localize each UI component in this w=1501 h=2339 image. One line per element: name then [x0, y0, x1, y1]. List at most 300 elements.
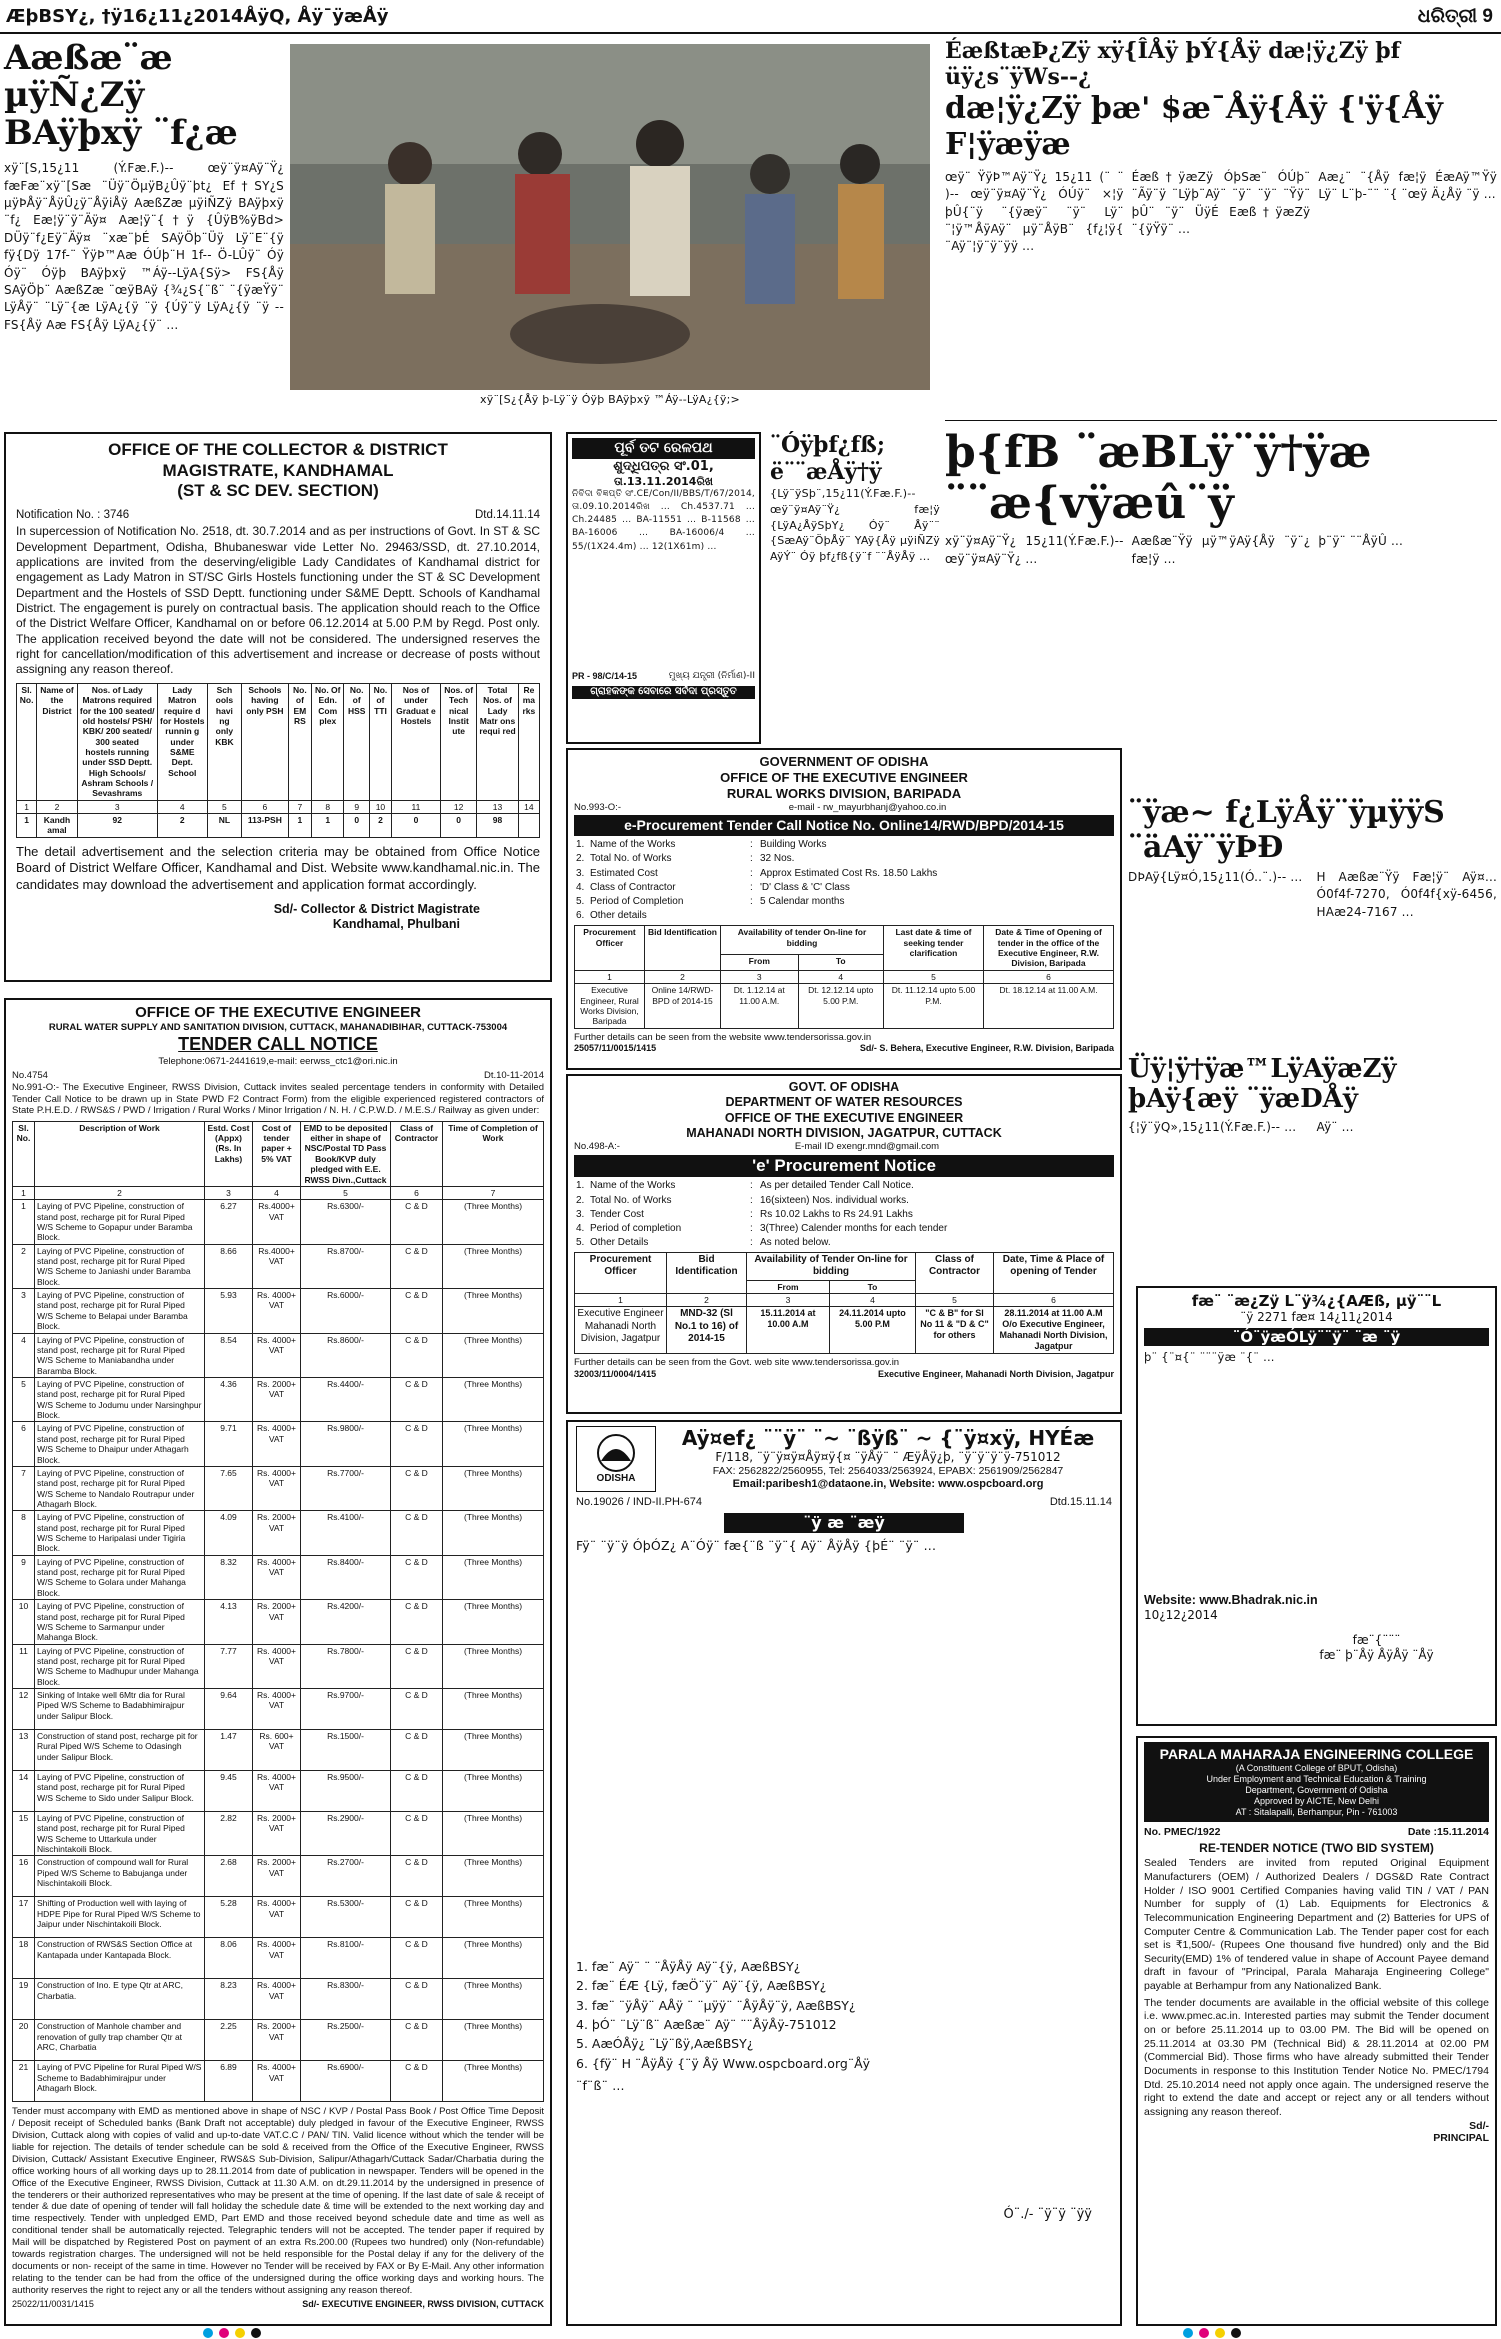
td: Dt. 12.12.14 upto 5.00 P.M. [798, 984, 883, 1028]
td: : [750, 895, 753, 907]
td: 14 [13, 1771, 35, 1812]
rw-table [574, 925, 1114, 1028]
th: Schools having only PSH [242, 683, 289, 800]
ospc-logo [576, 1426, 656, 1492]
td: C & D [391, 1511, 443, 1555]
magenta-mark-icon [1199, 2328, 1209, 2338]
td: C & D [391, 1600, 443, 1644]
td: Tender Cost [590, 1208, 644, 1220]
divider [945, 420, 1497, 421]
td: C & D [391, 2061, 443, 2102]
td: 3 [721, 970, 799, 983]
td: Rs. 4000+ VAT [253, 2061, 301, 2102]
bhadrak-website: Website: www.Bhadrak.nic.in [1144, 1593, 1318, 1608]
th: Bid Identification [645, 926, 721, 970]
bhadrak-date: 10¿12¿2014 [1144, 1608, 1218, 1623]
th: Procurement Officer [575, 926, 645, 970]
td: 6 [984, 970, 1114, 983]
td: Rs. 4000+ VAT [253, 1466, 301, 1510]
td: Rs.4400/- [301, 1377, 391, 1421]
td: As noted below. [760, 1237, 831, 1249]
td: 16 [13, 1856, 35, 1897]
th: Sl. No. [13, 1121, 35, 1186]
table-row [13, 2020, 544, 2061]
story-right-col9: {¦ÿ¨ÿQ»,15¿11(Ý.Fæ.F.)-- ... [1128, 1119, 1297, 1134]
td: 4.09 [205, 1511, 253, 1555]
td: 0 [344, 814, 370, 838]
th: Nos of under Graduat e Hostels [391, 683, 440, 800]
td: Construction of compound wall for Rural Piped W/S Scheme to Babujanga under Nischintakoili Block. [35, 1856, 205, 1897]
black-mark-icon [1231, 2328, 1241, 2338]
td: Construction of stand post, recharge pit for Rural Piped W/S Scheme to Odasingh under Salipur Block. [35, 1730, 205, 1771]
td: (Three Months) [443, 1897, 544, 1938]
td: Laying of PVC Pipeline, construction of stand post, recharge pit for Rural Piped W/S Scheme to Uttarkula under Nischintakoili Block. [35, 1812, 205, 1856]
parala-header [1144, 1742, 1489, 1822]
rw-item [574, 838, 1114, 852]
td: Rs. 2000+ VAT [253, 1856, 301, 1897]
td: 5 [884, 970, 984, 983]
td: 5. [576, 1237, 585, 1249]
td: 10 [370, 800, 392, 813]
notice-rwss [4, 998, 552, 2326]
td: 4.13 [205, 1600, 253, 1644]
td: "C & B" for Sl No 11 & "D & C" for others [916, 1307, 994, 1354]
td: 2 [645, 970, 721, 983]
td: Rs.8600/- [301, 1333, 391, 1377]
table-row [13, 1812, 544, 1856]
rwss-title-1: OFFICE OF THE EXECUTIVE ENGINEER [135, 1004, 421, 1021]
td: C & D [391, 1333, 443, 1377]
collector-title-2: MAGISTRATE, KANDHAMAL [162, 460, 394, 480]
td: Laying of PVC Pipeline, construction of stand post, recharge pit for Rural Piped W/S Scheme to Haripalasi under Tigiria Block. [35, 1511, 205, 1555]
td: Rs.6900/- [301, 2061, 391, 2102]
td: (Three Months) [443, 1289, 544, 1333]
bhadrak-sign-1: fæ¨{¨¨¨ [1352, 1633, 1401, 1648]
td: 6 [391, 1186, 443, 1199]
td: Name of the Works [590, 839, 676, 851]
ospc-sign: Ó¨./- ¨ÿ¨ÿ ¨ÿÿ [1003, 2207, 1092, 2223]
railway-foot: ଗ୍ରାହକଙ୍କ ସେବାରେ ସର୍ବଦା ପ୍ରସ୍ତୁତ [572, 686, 755, 698]
td: 4. [576, 881, 585, 893]
td: Rs.8700/- [301, 1244, 391, 1288]
td: Construction of RWS&S Section Office at Kantapada under Kantapada Block. [35, 1938, 205, 1979]
th: Date & Time of Opening of tender in the office of the Executive Engineer, R.W. Division, Baripada [984, 926, 1114, 970]
td: 15.11.2014 at 10.00 A.M [747, 1307, 830, 1354]
td: 24.11.2014 upto 5.00 P.M [829, 1307, 915, 1354]
rwss-ref: 25022/11/0031/1415 [12, 2299, 94, 2310]
collector-date: Dtd.14.11.14 [474, 509, 540, 522]
ospc-body: Fÿ¨ ¨ÿ¨ÿ ÓþÓZ¿ A¨Óÿ¨ fæ{¨ß ¨ÿ¨{ Aÿ¨ ÅÿÅÿ {þÉ¨ ¨ÿ¨ ... [576, 1537, 937, 1553]
td: Executive Engineer Mahanadi North Division, Jagatpur [575, 1307, 667, 1354]
td: Rs. 4000+ VAT [253, 1938, 301, 1979]
td: 5 Calendar months [760, 895, 845, 907]
td: 9.45 [205, 1771, 253, 1812]
td: (Three Months) [443, 2020, 544, 2061]
td: 6 [13, 1422, 35, 1466]
td: 2. [576, 853, 585, 865]
ospc-date: Dtd.15.11.14 [1049, 1496, 1112, 1508]
td: Rs. 600+ VAT [253, 1730, 301, 1771]
th: From [747, 1280, 830, 1293]
rw-title-1: GOVERNMENT OF ODISHA [759, 754, 929, 769]
td: 7 [443, 1186, 544, 1199]
parala-sub-4: Approved by AICTE, New Delhi [1253, 1795, 1380, 1806]
collector-table-header [17, 683, 540, 800]
td: 1 [288, 814, 312, 838]
wr-item [574, 1194, 1114, 1208]
list-item: 5. AæÓÅÿ¿ ¨Lÿ¨ßÿ,AæßBSY¿ [576, 2036, 754, 2052]
td: Rs 10.02 Lakhs to Rs 24.91 Lakhs [760, 1208, 913, 1220]
td: 1 [17, 814, 37, 838]
td: 6.27 [205, 1200, 253, 1244]
th: Nos. of Tech nical Instit ute [441, 683, 477, 800]
story-right-col7: DÞAÿ{Lÿ¤Ó,15¿11(Ó..¨.)-- ... [1128, 870, 1303, 884]
registration-marks-left [200, 2328, 340, 2338]
rw-item [574, 852, 1114, 866]
td: 1 [575, 970, 645, 983]
th: Cost of tender paper + 5% VAT [253, 1121, 301, 1186]
td: 18 [13, 1938, 35, 1979]
magenta-mark-icon [219, 2328, 229, 2338]
td: : [750, 1237, 753, 1249]
td: Laying of PVC Pipeline, construction of stand post, recharge pit for Rural Piped W/S Scheme to Jodumu under Narsinghpur Block. [35, 1377, 205, 1421]
ospc-address: F/118, ¨ÿ¨ÿ¤ÿ¤Åÿ¤ÿ{¤ ¨ÿÅÿ¨ ¨ ÆÿÅÿ¿þ, ¨ÿ¨ÿ¨ÿ¨ÿ-751012 [715, 1450, 1061, 1465]
th: Procurement Officer [575, 1253, 667, 1294]
th: Time of Completion of Work [443, 1121, 544, 1186]
parala-title: PARALA MAHARAJA ENGINEERING COLLEGE [1159, 1746, 1474, 1762]
collector-table-row [17, 814, 540, 838]
wr-table-head [575, 1253, 1114, 1280]
td: Kandh amal [37, 814, 78, 838]
notice-railway [566, 432, 761, 744]
ospc-title: Aÿ¤ef¿ ¨¨ÿ¨ ¨~ ¨ßÿß¨ ~ {¨ÿ¤xÿ, HYÉæ [681, 1426, 1095, 1450]
td: 2.25 [205, 2020, 253, 2061]
td: 8.66 [205, 1244, 253, 1288]
story-top-left [4, 40, 284, 420]
td: Rs.6300/- [301, 1200, 391, 1244]
story-right-col8: H Aæßæ¨Ÿÿ Fæ¦ÿ¨ Aÿ¤... Ó0f4f-7270, Ó0f4f{xÿ-6456, HAæ24-7167 ... [1316, 870, 1497, 919]
td: 9 [344, 800, 370, 813]
story-mid [770, 432, 940, 744]
black-mark-icon [251, 2328, 261, 2338]
story-right-headline-2: dæ¦ÿ¿Zÿ þæ' $æ¯Åÿ{Åÿ {'ÿ{Åÿ F¦ÿæÿæ [945, 90, 1443, 162]
td: (Three Months) [443, 1333, 544, 1377]
td: Rs. 4000+ VAT [253, 1555, 301, 1599]
td: C & D [391, 1689, 443, 1730]
table-row [13, 1244, 544, 1288]
rw-website: Further details can be seen from the website www.tendersorissa.gov.in [574, 1031, 872, 1043]
td: 4 [798, 970, 883, 983]
th: Availability of tender On-line for bidding [721, 926, 884, 954]
td: 5 [916, 1293, 994, 1306]
td: 8.32 [205, 1555, 253, 1599]
td: Shifting of Production well with laying of HDPE Pipe for Rural Piped W/S Scheme to Jaipur under Nischintakoili Block. [35, 1897, 205, 1938]
td: 5 [301, 1186, 391, 1199]
td: Rs. 4000+ VAT [253, 1333, 301, 1377]
td: Rs.5300/- [301, 1897, 391, 1938]
td: C & D [391, 1377, 443, 1421]
collector-title-1: OFFICE OF THE COLLECTOR & DISTRICT [108, 440, 448, 459]
td: 6. [576, 910, 585, 922]
td: 12 [441, 800, 477, 813]
page-label: ଧରିତ୍ରୀ 9 [1417, 6, 1493, 27]
td: : [750, 1194, 753, 1206]
collector-body: In supercession of Notification No. 2518, dt. 30.7.2014 and as per instructions of Govt. In ST & SC Development Department, Odisha, Bhubaneswar vide Letter No. 29463/SSD, dt. 27.10.2014, applications are invited from the deserving/eligible Lady Candidates of Kandhamal district for engagement as Lady Matron in ST/SC Girls Hostels functioning under the ST & SC Development Department and the Hostels of SSD Deptt. functioning under S&ME Deptt. Schools of Kandhamal District. The engagement is purely on contractual basis. The application should reach to the Office of the District Welfare Officer, Kandhamal on or before 06.12.2014 at 5.00 P.M by Regd. Post only. The application received beyond the date will not be considered. The undersigned reserves the right for cancellation/modification of this advertisement and increase or decrease of posts without assigning any reason thereof. [16, 524, 540, 677]
rwss-table-header [13, 1121, 544, 1186]
td: 8.54 [205, 1333, 253, 1377]
td: 12 [13, 1689, 35, 1730]
td: 2.82 [205, 1812, 253, 1856]
wr-title-3: OFFICE OF THE EXECUTIVE ENGINEER [724, 1110, 964, 1125]
table-row [13, 1289, 544, 1333]
td: Other Details [590, 1237, 649, 1249]
parala-body: Sealed Tenders are invited from reputed Original Equipment Manufacturers (OEM) / Authorized Dealers / DGS&D Rate Contract Holder / ISO 9001 Certified Companies having valid TIN / VAT / PAN Number for supply of (1) Lab. Equipments for Electronics & Telecommunication Engineering Department and (2) Batteries for UPS of Computer Centre & Communication Lab. The Tender paper cost for each set is ₹1,500/- (Rupees One thousand five hundred) only and the Bid Security(EMD) 1% of tendered value in shape of Account Payee demand draft in favour of "Principal, Parala Maharaja Engineering College" payable at Berhampur from any Nationalized Bank. [1144, 1857, 1489, 1993]
th: Total Nos. of Lady Matr ons requi red [477, 683, 519, 800]
td: (Three Months) [443, 1812, 544, 1856]
wr-item [574, 1179, 1114, 1193]
td: 1.47 [205, 1730, 253, 1771]
list-item: 3. fæ¨ ¨ÿÅÿ¨ AÅÿ ¨ ¨µÿÿ¨ ¨ÅÿÅÿ¨ÿ, AæßBSY¿ [576, 1997, 856, 2013]
td: Rs.9500/- [301, 1771, 391, 1812]
td: 4 [13, 1333, 35, 1377]
td: 9.71 [205, 1422, 253, 1466]
td: C & D [391, 1422, 443, 1466]
td: 2 [370, 814, 392, 838]
parala-sub-5: AT : Sitalapalli, Berhampur, Pin - 761003 [1235, 1806, 1398, 1817]
list-item: 6. {fÿ¨ H ¨ÅÿÅÿ {¨ÿ Åÿ Www.ospcboard.org¨Åÿ [576, 2055, 871, 2071]
ospc-fax: FAX: 2562822/2560955, Tel: 2564033/2563924, EPABX: 2561909/2562847 [712, 1465, 1064, 1478]
td: 3(Three) Calender months for each tender [760, 1222, 948, 1234]
td: Construction of Ino. E type Qtr at ARC, Charbatia. [35, 1979, 205, 2020]
notice-rural-works [566, 748, 1122, 1070]
td: 17 [13, 1897, 35, 1938]
td: 15 [13, 1812, 35, 1856]
td: : [750, 839, 753, 851]
cyan-mark-icon [203, 2328, 213, 2338]
parala-heading: RE-TENDER NOTICE (TWO BID SYSTEM) [1199, 1840, 1434, 1855]
rw-item [574, 867, 1114, 881]
td: 3. [576, 867, 585, 879]
th: No. of EM RS [288, 683, 312, 800]
collector-table [16, 683, 540, 838]
th: Description of Work [35, 1121, 205, 1186]
wr-email: E-mail ID exengr.mnd@gmail.com [794, 1141, 940, 1152]
td: : [750, 881, 753, 893]
td: C & D [391, 1856, 443, 1897]
td: Rs. 4000+ VAT [253, 1422, 301, 1466]
td: 8 [312, 800, 344, 813]
wr-website: Further details can be seen from the Govt. web site www.tendersorissa.gov.in [574, 1357, 900, 1369]
ospc-no: No.19026 / IND-II.PH-674 [576, 1496, 702, 1508]
td: Laying of PVC Pipeline, construction of stand post, recharge pit for Rural Piped W/S Scheme to Gopapur under Baramba Block. [35, 1200, 205, 1244]
td: 7.65 [205, 1466, 253, 1510]
td: 2 [667, 1293, 747, 1306]
td: Rs.4100/- [301, 1511, 391, 1555]
rw-sign: Sd/- S. Behera, Executive Engineer, R.W. Division, Baripada [859, 1043, 1114, 1054]
td: Rs.1500/- [301, 1730, 391, 1771]
td: Executive Engineer, Rural Works Division, Baripada [575, 984, 645, 1028]
td: (Three Months) [443, 1377, 544, 1421]
yellow-mark-icon [235, 2328, 245, 2338]
td: Rs.8300/- [301, 1979, 391, 2020]
cyan-mark-icon [1183, 2328, 1193, 2338]
wr-sign: Executive Engineer, Mahanadi North Division, Jagatpur [877, 1368, 1114, 1379]
td: Rs. 4000+ VAT [253, 1289, 301, 1333]
td: MND-32 (Sl No.1 to 16) of 2014-15 [667, 1307, 747, 1354]
wr-items [574, 1179, 1114, 1250]
td: Estimated Cost [590, 867, 658, 879]
list-item: 4. þÓ¨ ¨Lÿ¨ß¨ Aæßæ¨ Aÿ¨ ¨¨ÅÿÅÿ-751012 [576, 2017, 837, 2033]
td: 0 [391, 814, 440, 838]
td: 4.36 [205, 1377, 253, 1421]
td: Period of Completion [590, 895, 684, 907]
rw-title-3: RURAL WORKS DIVISION, BARIPADA [726, 785, 962, 801]
td: 2 [157, 814, 207, 838]
td: (Three Months) [443, 1244, 544, 1288]
td: 7 [288, 800, 312, 813]
td: Rs.2900/- [301, 1812, 391, 1856]
bhadrak-sign-2: fæ¨ þ¨Åÿ ÅÿÅÿ ¨Åÿ [1319, 1647, 1434, 1662]
td: : [750, 867, 753, 879]
story-right-headline-1: ÉæßtæÞ¿Zÿ xÿ{ÎÅÿ þÝ{Åÿ dæ¦ÿ¿Zÿ þf üÿ¿s¨ÿWs--¿ [945, 38, 1401, 91]
story-right-col6: þ¨ÿ¨ ¨¨ÅÿÛ ... [1318, 534, 1404, 549]
registration-marks-right [1180, 2328, 1320, 2338]
rw-no: No.993-O:- [574, 801, 621, 813]
td: Rs.8400/- [301, 1555, 391, 1599]
td: C & D [391, 1200, 443, 1244]
wr-ref: 32003/11/0004/1415 [574, 1368, 657, 1379]
td: 6.89 [205, 2061, 253, 2102]
td: Rs. 2000+ VAT [253, 2020, 301, 2061]
td: Rs. 2000+ VAT [253, 1511, 301, 1555]
wr-item [574, 1222, 1114, 1236]
td: Laying of PVC Pipeline, construction of stand post, recharge pit for Rural Piped W/S Scheme to Belapai under Baramba Block. [35, 1289, 205, 1333]
td: 7.77 [205, 1644, 253, 1688]
td: 14 [518, 800, 539, 813]
story-right-2 [945, 428, 1497, 788]
td: 1. [576, 839, 585, 851]
td: Period of completion [590, 1222, 682, 1234]
rwss-intro: No.991-O:- The Executive Engineer, RWSS Division, Cuttack invites sealed percentage tenders in conformity with Detailed Tender Call Notice to be drawn up in State PWD F2 Contract Form) from the eligible experienced registered contractors of State P.H.E.D. / RWS&S / PWD / Irrigation / Rural Works / Minor Irrigation / N. H. / C.P.W.D. / M.E.S./ Railway as given under: [12, 1081, 544, 1117]
td: 2. [576, 1194, 585, 1206]
rw-email: e-mail - rw_mayurbhanj@yahoo.co.in [788, 801, 947, 813]
wr-no: No.498-A:- [574, 1141, 620, 1152]
table-row [13, 1466, 544, 1510]
crowd-photo-illustration [290, 44, 930, 390]
td: 3 [747, 1293, 830, 1306]
td: 1 [312, 814, 344, 838]
td: Laying of PVC Pipeline, construction of stand post, recharge pit for Rural Piped W/S Scheme to Dhaipur under Athagarh Block. [35, 1422, 205, 1466]
td: Building Works [760, 839, 827, 851]
notice-collector [4, 432, 552, 982]
table-row [13, 1422, 544, 1466]
td: Rs.2700/- [301, 1856, 391, 1897]
td: Rs.4000+ VAT [253, 1244, 301, 1288]
th: Estd. Cost (Appx) (Rs. In Lakhs) [205, 1121, 253, 1186]
td: (Three Months) [443, 1938, 544, 1979]
th: Lady Matron require d for Hostels runnin g under S&ME Dept. School [157, 683, 207, 800]
th: EMD to be deposited either in shape of NSC/Postal TD Pass Book/KVP duly pledged with E.E. RWSS Divn.,Cuttack [301, 1121, 391, 1186]
td: 'D' Class & 'C' Class [760, 881, 850, 893]
td: Construction of Manhole chamber and renovation of gully trap chamber Qtr at ARC, Charbatia [35, 2020, 205, 2061]
table-row [13, 1377, 544, 1421]
td: (Three Months) [443, 1730, 544, 1771]
bhadrak-body: þ¨ {¨¤{¨ ¨¨¨ÿæ ¨{¨ ... [1144, 1350, 1275, 1365]
td: Other details [590, 910, 647, 922]
rwss-telephone: Telephone:0671-2441619,e-mail: eerwss_ctc1@ori.nic.in [158, 1055, 398, 1067]
td: Rs.4000+ VAT [253, 1200, 301, 1244]
rw-title-2: OFFICE OF THE EXECUTIVE ENGINEER [720, 769, 968, 785]
td: Rs. 4000+ VAT [253, 1644, 301, 1688]
td: 11 [391, 800, 440, 813]
td: (Three Months) [443, 1979, 544, 2020]
railway-date: ତା.13.11.2014ରିଖ [613, 474, 714, 488]
td: Dt. 18.12.14 at 11.00 A.M. [984, 984, 1114, 1028]
story-mid-headline: ¨Óÿþf¿fß; ë¨¨æÅÿ†ÿ [770, 432, 885, 485]
td: 92 [77, 814, 157, 838]
td: Rs.4200/- [301, 1600, 391, 1644]
td: 3 [13, 1289, 35, 1333]
td: Approx Estimated Cost Rs. 18.50 Lakhs [760, 867, 938, 879]
td: 2 [13, 1244, 35, 1288]
bhadrak-title: fæ¨ ¨æ¿Zÿ L¨ÿ¾¿{AÆß, µÿ¨¨L [1191, 1292, 1442, 1310]
story-right-col4: xÿ¨ÿ¤Aÿ¨Ÿ¿ 15¿11(Ý.Fæ.F.)-- œÿ¨ÿ¤Aÿ¨Ÿ¿ ... [945, 534, 1124, 566]
td: 13 [13, 1730, 35, 1771]
rwss-date: Dt.10-11-2014 [483, 1070, 544, 1082]
td: Rs.6000/- [301, 1289, 391, 1333]
th: Sch ools havi ng only KBK [207, 683, 241, 800]
td: Rs. 4000+ VAT [253, 1979, 301, 2020]
story-right-headline-5: Üÿ¦ÿ†ÿæ™LÿAÿæZÿ þAÿ{æÿ ¨ÿæDÅÿ [1128, 1054, 1397, 1114]
th: Class of Contractor [916, 1253, 994, 1294]
yellow-mark-icon [1215, 2328, 1225, 2338]
td: Rs.7800/- [301, 1644, 391, 1688]
parala-sub-3: Department, Government of Odisha [1245, 1785, 1388, 1796]
railway-ref: PR - 98/C/14-15 [572, 671, 638, 682]
td: 8.23 [205, 1979, 253, 2020]
ospc-email: Email:paribesh1@dataone.in, Website: www.ospcboard.org [732, 1477, 1044, 1490]
td: Laying of PVC Pipeline, construction of stand post, recharge pit for Rural Piped W/S Scheme to Sido under Salipur Block. [35, 1771, 205, 1812]
td: (Three Months) [443, 1555, 544, 1599]
td: 5 [13, 1377, 35, 1421]
th: Last date & time of seeking tender clarification [884, 926, 984, 970]
table-row [13, 1555, 544, 1599]
notice-water-resources [566, 1074, 1122, 1414]
rw-table-head [575, 926, 1114, 954]
td: 1 [13, 1186, 35, 1199]
td: Laying of PVC Pipeline, construction of stand post, recharge pit for Rural Piped W/S Scheme to Golara under Mahanga Block. [35, 1555, 205, 1599]
photo-caption: xÿ¨[S¿{Åÿ þ-Lÿ¨ÿ Óÿþ BAÿþxÿ ™Áÿ--LÿA¿{ÿ;> [480, 393, 740, 406]
ospc-logo-text: ODISHA [596, 1472, 636, 1484]
td: 9.64 [205, 1689, 253, 1730]
collector-footer: The detail advertisement and the selection criteria may be obtained from Office Notice Board of District Welfare Officer, Kandhamal and Dist. Website www.kandhamal.nic.in. The candidates may download the advertisement and application format accordingly. [16, 843, 540, 893]
story-top-right [945, 38, 1497, 418]
td: Rs.7700/- [301, 1466, 391, 1510]
table-row [13, 1938, 544, 1979]
td: (Three Months) [443, 1200, 544, 1244]
story-headline-2: BAÿþxÿ ¨f¿æ [4, 112, 238, 153]
rw-table-row [575, 984, 1114, 1028]
td: Laying of PVC Pipeline, construction of stand post, recharge pit for Rural Piped W/S Scheme to Maniabandha under Baramba Block. [35, 1333, 205, 1377]
rwss-table [12, 1121, 544, 2103]
parala-body2: The tender documents are available in the official website of this college i.e. www.pmec.ac.in. Interested parties may submit the Tender document on or before 25.11.2014 up to 03.00 PM. The Bid will be opened on 25.11.2014 at 03.30 PM (Technical Bid) & 28.11.2014 at 02.00 PM (Commercial Bid). Those firms who have already submitted their Tender Documents in response to this Institution Tender Notice No. PMEC/1794 Dtd. 25.10.2014 need not apply once again. The undersigned reserve the right to extend the date and accept or reject any or all tenders without assigning any reason thereof. [1144, 1996, 1489, 2118]
td: Rs.2500/- [301, 2020, 391, 2061]
notice-parala [1136, 1736, 1497, 2326]
td: 2 [37, 800, 78, 813]
notice-ospc [566, 1420, 1122, 2326]
parala-date: Date :15.11.2014 [1407, 1825, 1489, 1838]
table-row [13, 1689, 544, 1730]
